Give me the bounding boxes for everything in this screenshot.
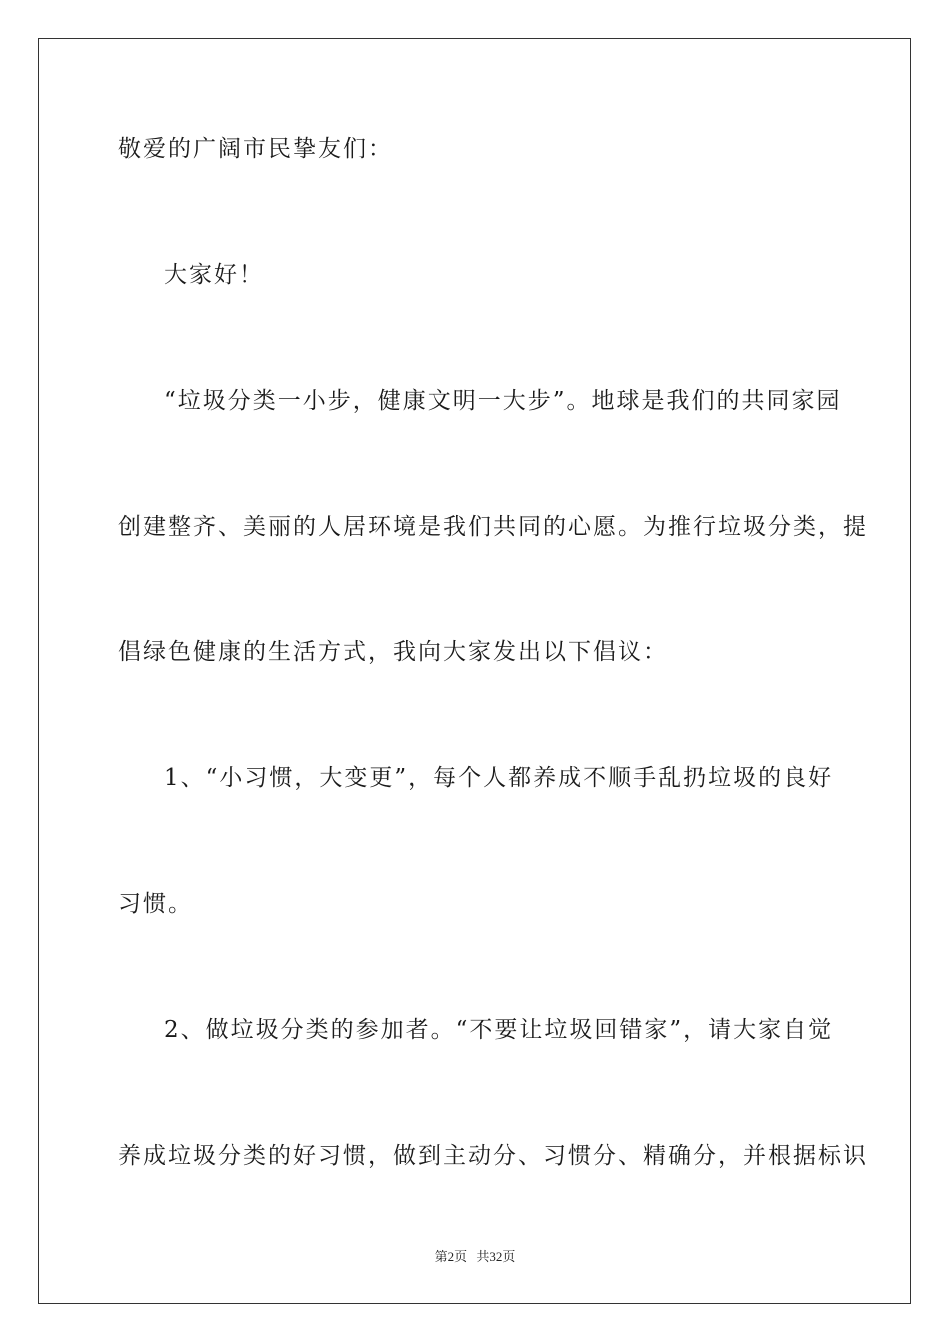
page-border <box>38 38 911 1304</box>
list-item-line: 1、“小习惯，大变更”，每个人都养成不顺手乱扔垃圾的良好 <box>164 765 834 791</box>
paragraph-line: 倡绿色健康的生活方式，我向大家发出以下倡议： <box>118 639 668 665</box>
list-item-line: 习惯。 <box>118 891 193 917</box>
page-number: 第2页 <box>434 1249 468 1264</box>
page-footer <box>0 1248 950 1266</box>
salutation-line: 敬爱的广阔市民挚友们： <box>118 136 393 162</box>
list-item-line: 养成垃圾分类的好习惯，做到主动分、习惯分、精确分，并根据标识 <box>118 1143 868 1169</box>
paragraph-line: “垃圾分类一小步，健康文明一大步”。地球是我们的共同家园 <box>164 388 842 414</box>
greeting-line: 大家好！ <box>164 262 264 288</box>
list-item-line: 2、做垃圾分类的参加者。“不要让垃圾回错家”，请大家自觉 <box>164 1017 834 1043</box>
paragraph-line: 创建整齐、美丽的人居环境是我们共同的心愿。为推行垃圾分类，提 <box>118 514 868 540</box>
total-pages: 共32页 <box>476 1249 516 1264</box>
